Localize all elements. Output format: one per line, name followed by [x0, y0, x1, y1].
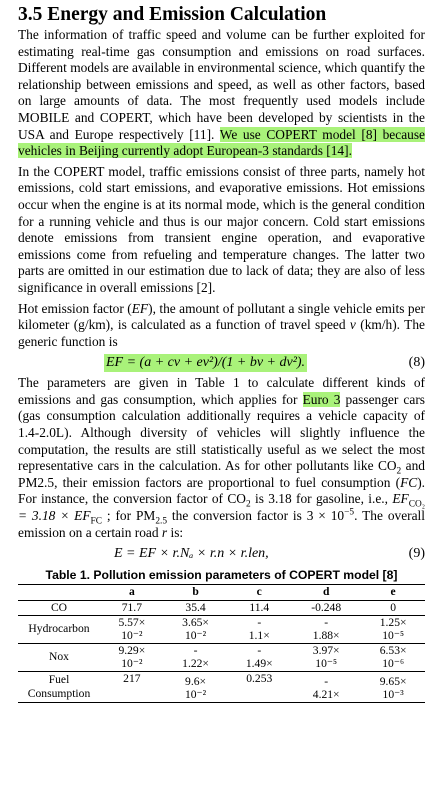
table-cell — [100, 672, 164, 703]
text: is 3.18 for gasoline, i.e., — [250, 491, 393, 507]
equation-9-text: E = EF × r.Nₐ × r.n × r.len, — [114, 546, 269, 562]
table-row — [18, 616, 425, 644]
text: The parameters are given in Table 1 to calculate different kinds of emissions and gas consumption, which applies for — [18, 375, 425, 407]
cell-line: 9.29× — [118, 644, 146, 658]
text: ; for PM — [101, 508, 156, 524]
table-cell — [361, 616, 425, 644]
equation-8 — [18, 354, 425, 373]
subscript: FC — [90, 516, 102, 527]
subscript: CO₂ — [408, 500, 425, 511]
header-cell: e — [361, 585, 425, 601]
cell-line: 10⁻⁶ — [382, 656, 405, 670]
cell-line: 10⁻⁵ — [315, 656, 338, 670]
highlight-copert: We use COPERT model [8] because vehicles in Beijing currently adopt European-3 standards [14]. — [18, 126, 425, 159]
table-cell — [164, 600, 228, 616]
paragraph-intro — [18, 27, 425, 160]
paragraph-hot-emission — [18, 301, 425, 351]
table-cell — [361, 600, 425, 616]
copert-parameter-table — [18, 584, 425, 703]
text: . The overall emission on a certain road — [18, 508, 425, 540]
cell-line: 1.1× — [248, 628, 270, 642]
cell-line: 6.53× — [379, 644, 407, 658]
table-header-row — [18, 585, 425, 601]
table-cell — [227, 644, 291, 672]
cell-line: 1.88× — [312, 628, 340, 642]
row-label: Nox — [18, 644, 100, 672]
table-body — [18, 600, 425, 703]
cell-line: 4.21× — [312, 687, 340, 701]
header-cell: c — [227, 585, 291, 601]
table-cell — [100, 644, 164, 672]
paragraph-copert-model: In the COPERT model, traffic emissions consist of three parts, namely hot emissions, cold start emissions, and evaporative emissions. Hot emissions occur when the engine is at its normal mode, which is the general condition for a running vehicle and thus is our major concern. Cold start emissions denote emissions from transient engine operation, and evaporative emissions come from refueling and temperature changes. The latter two parts are omitted in our estimation due to lack of data; they are also of less significance in overall emissions [2]. — [18, 163, 425, 295]
header-cell: b — [164, 585, 228, 601]
cell-line: 217 — [123, 672, 141, 686]
formula-ef: EF — [392, 491, 409, 507]
cell-line: 10⁻² — [121, 628, 143, 642]
formula-text: = 3.18 × EF — [18, 508, 91, 524]
cell-line: 5.57× — [118, 616, 146, 630]
var-r: r — [161, 524, 168, 540]
table-cell — [291, 672, 361, 703]
cell-line: 0.253 — [246, 672, 273, 686]
text: the conversion factor is 3 × 10 — [167, 508, 345, 524]
subscript: 2 — [396, 466, 402, 477]
equation-9-body — [114, 545, 269, 563]
cell-line: 1.49× — [245, 656, 273, 670]
table-cell — [227, 600, 291, 616]
text: (km/h). The generic function is — [18, 317, 425, 349]
cell-line: 1.25× — [379, 616, 407, 630]
row-label: CO — [18, 600, 100, 616]
row-label: Hydrocarbon — [18, 616, 100, 644]
table-cell — [227, 672, 291, 703]
var-fc: FC — [400, 474, 418, 490]
row-label: Fuel Consumption — [18, 672, 100, 703]
table-cell — [361, 672, 425, 703]
text: ). For instance, the conversion factor of CO — [18, 474, 425, 507]
cell-line: 10⁻² — [121, 656, 143, 670]
equation-9-number: (9) — [408, 546, 425, 562]
text: Hot emission factor ( — [18, 300, 132, 316]
table-cell — [164, 672, 228, 703]
table-cell — [164, 644, 228, 672]
equation-8-body — [104, 354, 307, 372]
section-title: 3.5 Energy and Emission Calculation — [18, 4, 327, 25]
intro-text: The information of traffic speed and volume can be further exploited for estimating real-time gas consumption and emissions on road surfaces. Different models are available in environmental science, which quantify the relationship between emissions and speed, as well as other factors, based on large amounts of data. The most frequently used models include MOBILE and COPERT, which have been developed by scientists in the USA and Europe respectively [11]. — [18, 27, 425, 142]
cell-line: 35.4 — [185, 600, 206, 614]
table-cell — [361, 644, 425, 672]
equation-8-number: (8) — [408, 355, 425, 371]
cell-line: 9.65× — [379, 675, 407, 689]
cell-line: -0.248 — [311, 600, 342, 614]
table-cell — [164, 616, 228, 644]
cell-line: 10⁻³ — [382, 687, 404, 701]
table-cell — [100, 616, 164, 644]
var-v: v — [349, 317, 356, 333]
text: is: — [167, 524, 184, 540]
header-cell: d — [291, 585, 361, 601]
table-cell — [291, 644, 361, 672]
table-row — [18, 672, 425, 703]
cell-line: 3.65× — [182, 616, 209, 630]
cell-line: - — [257, 616, 262, 630]
cell-line: 3.97× — [312, 644, 340, 658]
table-row — [18, 644, 425, 672]
highlight-euro3: Euro 3 — [302, 391, 341, 407]
text: and PM2.5, their emission factors are proportional to fuel consumption ( — [18, 458, 425, 490]
cell-line: 9.6× — [185, 675, 207, 689]
text: passenger cars (gas consumption calculation additionally requires a vehicle capacity of 1.4-2.0L). Although diversity of vehicles will slightly influence the computation, the results are still statistically useful as we select the most representative cars in the calculation. As for other pollutants like CO — [18, 391, 425, 474]
table-cell — [291, 616, 361, 644]
cell-line: 10⁻² — [184, 687, 207, 701]
cell-line: - — [193, 644, 198, 658]
table-cell — [227, 616, 291, 644]
cell-line: 10⁻² — [184, 628, 207, 642]
table-caption: Table 1. Pollution emission parameters of COPERT model [8] — [45, 568, 398, 583]
header-cell — [18, 585, 100, 601]
cell-line: 10⁻⁵ — [382, 628, 405, 642]
cell-line: 11.4 — [249, 600, 270, 614]
table-cell — [291, 600, 361, 616]
subscript: 2.5 — [155, 516, 168, 527]
var-ef: EF — [131, 300, 149, 316]
paragraph-parameters — [18, 375, 425, 541]
cell-line: - — [324, 675, 329, 689]
superscript: −5 — [344, 507, 355, 518]
cell-line: - — [257, 644, 262, 658]
cell-line: - — [324, 616, 329, 630]
cell-line: 71.7 — [121, 600, 142, 614]
text: ), the amount of pollutant a single vehicle emits per kilometer (g/km), is calculated as a function of travel speed — [18, 300, 426, 333]
header-cell: a — [100, 585, 164, 601]
table-cell — [100, 600, 164, 616]
table-row — [18, 600, 425, 616]
cell-line: 0 — [390, 600, 397, 614]
equation-8-text: EF = (a + cv + ev²)/(1 + bv + dv²). — [106, 355, 306, 371]
equation-9 — [18, 545, 425, 564]
subscript: 2 — [245, 500, 251, 511]
cell-line: 1.22× — [182, 656, 209, 670]
